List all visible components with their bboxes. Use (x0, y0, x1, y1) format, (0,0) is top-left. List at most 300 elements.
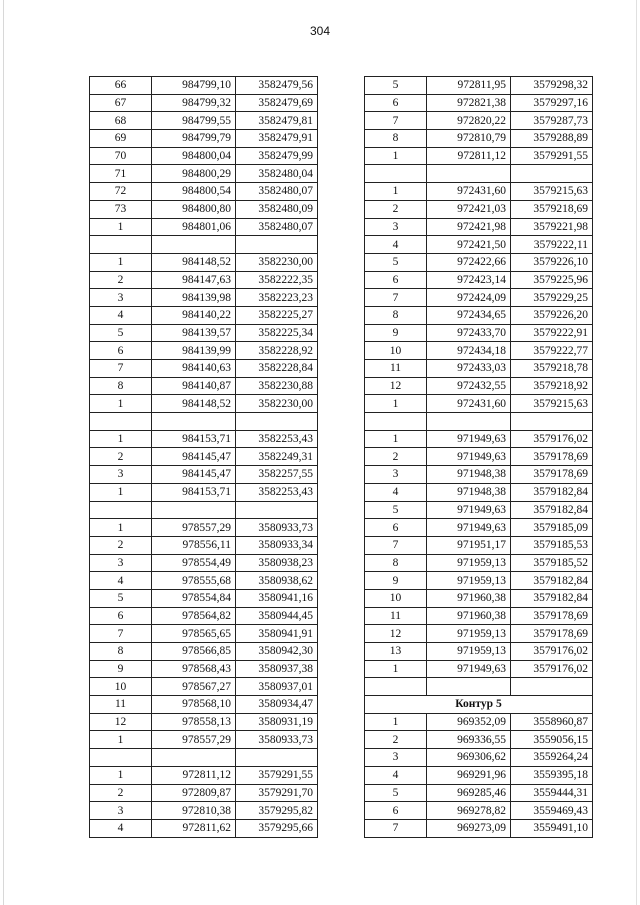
table-row (365, 536, 593, 554)
table-row (90, 802, 318, 820)
point-number-cell: 10 (365, 589, 427, 607)
point-number-cell: 7 (90, 360, 152, 378)
x-coordinate-cell: 984139,57 (152, 324, 236, 342)
table-row (365, 112, 593, 130)
x-coordinate-cell: 969278,82 (427, 802, 511, 820)
x-coordinate-cell: 972433,70 (427, 324, 511, 342)
point-number-cell: 5 (365, 784, 427, 802)
table-row (90, 713, 318, 731)
table-row (365, 324, 593, 342)
table-row (90, 112, 318, 130)
y-coordinate-cell: 3579176,02 (511, 660, 593, 678)
table-row (90, 536, 318, 554)
table-row (365, 289, 593, 307)
table-row (365, 483, 593, 501)
table-row (365, 200, 593, 218)
table-row (90, 696, 318, 714)
x-coordinate-cell: 971960,38 (427, 607, 511, 625)
point-number-cell: 2 (365, 200, 427, 218)
y-coordinate-cell: 3579291,55 (511, 147, 593, 165)
table-row (365, 554, 593, 572)
point-number-cell: 6 (365, 271, 427, 289)
table-row (365, 360, 593, 378)
y-coordinate-cell: 3579182,84 (511, 572, 593, 590)
x-coordinate-cell: 972821,38 (427, 94, 511, 112)
y-coordinate-cell: 3579226,10 (511, 253, 593, 271)
y-coordinate-cell: 3579291,55 (236, 766, 318, 784)
x-coordinate-cell: 972811,95 (427, 77, 511, 95)
table-row (365, 784, 593, 802)
y-coordinate-cell: 3582228,92 (236, 342, 318, 360)
x-coordinate-cell: 971949,63 (427, 519, 511, 537)
y-coordinate-cell: 3579182,84 (511, 589, 593, 607)
y-coordinate-cell: 3579291,70 (236, 784, 318, 802)
table-row (90, 236, 318, 254)
y-coordinate-cell: 3580938,23 (236, 554, 318, 572)
y-coordinate-cell: 3559395,18 (511, 766, 593, 784)
x-coordinate-cell: 984800,54 (152, 183, 236, 201)
point-number-cell: 3 (365, 749, 427, 767)
y-coordinate-cell: 3579226,20 (511, 306, 593, 324)
y-coordinate-cell: 3580941,91 (236, 625, 318, 643)
x-coordinate-cell: 969336,55 (427, 731, 511, 749)
scan-edge-left (3, 0, 4, 905)
x-coordinate-cell (152, 236, 236, 254)
point-number-cell: 72 (90, 183, 152, 201)
x-coordinate-cell: 972810,38 (152, 802, 236, 820)
table-row (365, 819, 593, 837)
x-coordinate-cell: 971948,38 (427, 483, 511, 501)
point-number-cell: 3 (90, 289, 152, 307)
x-coordinate-cell: 984799,79 (152, 130, 236, 148)
x-coordinate-cell: 971959,13 (427, 643, 511, 661)
table-row (90, 448, 318, 466)
table-row (90, 625, 318, 643)
x-coordinate-cell: 972434,65 (427, 306, 511, 324)
y-coordinate-cell: 3582228,84 (236, 360, 318, 378)
x-coordinate-cell: 971960,38 (427, 589, 511, 607)
point-number-cell: 1 (365, 395, 427, 413)
x-coordinate-cell: 978558,13 (152, 713, 236, 731)
table-row (365, 607, 593, 625)
x-coordinate-cell: 984139,99 (152, 342, 236, 360)
x-coordinate-cell: 971959,13 (427, 554, 511, 572)
y-coordinate-cell: 3582479,56 (236, 77, 318, 95)
point-number-cell: 2 (90, 271, 152, 289)
x-coordinate-cell: 978564,82 (152, 607, 236, 625)
x-coordinate-cell: 984799,55 (152, 112, 236, 130)
point-number-cell: 7 (365, 536, 427, 554)
table-row (90, 271, 318, 289)
x-coordinate-cell: 984148,52 (152, 253, 236, 271)
point-number-cell: 69 (90, 130, 152, 148)
y-coordinate-cell: 3582479,81 (236, 112, 318, 130)
table-row (365, 430, 593, 448)
table-row (90, 395, 318, 413)
page-number: 304 (309, 24, 331, 38)
table-row (365, 660, 593, 678)
table-row (90, 342, 318, 360)
point-number-cell: 7 (365, 289, 427, 307)
x-coordinate-cell: 978556,11 (152, 536, 236, 554)
y-coordinate-cell: 3582253,43 (236, 483, 318, 501)
table-row (365, 271, 593, 289)
point-number-cell: 11 (90, 696, 152, 714)
y-coordinate-cell: 3582479,99 (236, 147, 318, 165)
y-coordinate-cell: 3582257,55 (236, 466, 318, 484)
y-coordinate-cell: 3579298,32 (511, 77, 593, 95)
table-row (90, 77, 318, 95)
y-coordinate-cell: 3580941,16 (236, 589, 318, 607)
point-number-cell: 4 (365, 766, 427, 784)
y-coordinate-cell: 3580937,01 (236, 678, 318, 696)
table-row (365, 130, 593, 148)
point-number-cell: 1 (90, 430, 152, 448)
table-row (365, 749, 593, 767)
x-coordinate-cell: 972421,50 (427, 236, 511, 254)
table-body-right (365, 77, 593, 838)
x-coordinate-cell: 971949,63 (427, 448, 511, 466)
y-coordinate-cell: 3559469,43 (511, 802, 593, 820)
table-row (90, 643, 318, 661)
point-number-cell: 67 (90, 94, 152, 112)
table-row (90, 253, 318, 271)
x-coordinate-cell: 984148,52 (152, 395, 236, 413)
table-row (90, 766, 318, 784)
point-number-cell: 8 (365, 554, 427, 572)
x-coordinate-cell: 972431,60 (427, 183, 511, 201)
y-coordinate-cell: 3582480,04 (236, 165, 318, 183)
table-row (365, 395, 593, 413)
table-row (365, 253, 593, 271)
table-row (90, 466, 318, 484)
y-coordinate-cell: 3582230,00 (236, 253, 318, 271)
y-coordinate-cell: 3579225,96 (511, 271, 593, 289)
point-number-cell: 2 (365, 448, 427, 466)
point-number-cell: 13 (365, 643, 427, 661)
point-number-cell: 1 (365, 713, 427, 731)
point-number-cell: 10 (365, 342, 427, 360)
y-coordinate-cell: 3579215,63 (511, 183, 593, 201)
table-row (365, 501, 593, 519)
y-coordinate-cell: 3580933,34 (236, 536, 318, 554)
point-number-cell: 9 (365, 324, 427, 342)
x-coordinate-cell: 978565,65 (152, 625, 236, 643)
point-number-cell: 5 (90, 589, 152, 607)
table-row (90, 289, 318, 307)
x-coordinate-cell: 971949,63 (427, 430, 511, 448)
x-coordinate-cell: 972423,14 (427, 271, 511, 289)
table-row (365, 236, 593, 254)
table-row (90, 749, 318, 767)
table-row (365, 802, 593, 820)
y-coordinate-cell: 3579222,77 (511, 342, 593, 360)
y-coordinate-cell (236, 413, 318, 431)
table-row (90, 377, 318, 395)
point-number-cell: 10 (90, 678, 152, 696)
table-row (365, 94, 593, 112)
table-row (365, 713, 593, 731)
x-coordinate-cell: 984800,29 (152, 165, 236, 183)
point-number-cell: 7 (365, 819, 427, 837)
table-row (365, 342, 593, 360)
point-number-cell: 3 (90, 466, 152, 484)
y-coordinate-cell: 3579178,69 (511, 607, 593, 625)
y-coordinate-cell (236, 501, 318, 519)
y-coordinate-cell: 3579182,84 (511, 483, 593, 501)
point-number-cell: 9 (90, 660, 152, 678)
y-coordinate-cell: 3580933,73 (236, 731, 318, 749)
point-number-cell: 66 (90, 77, 152, 95)
x-coordinate-cell: 971949,63 (427, 501, 511, 519)
table-row (365, 147, 593, 165)
point-number-cell (90, 236, 152, 254)
y-coordinate-cell: 3579178,69 (511, 625, 593, 643)
scan-edge-right (636, 0, 637, 905)
y-coordinate-cell: 3559444,31 (511, 784, 593, 802)
point-number-cell: 12 (365, 625, 427, 643)
point-number-cell: 5 (365, 501, 427, 519)
x-coordinate-cell: 972811,62 (152, 819, 236, 837)
point-number-cell: 8 (365, 130, 427, 148)
x-coordinate-cell: 984799,32 (152, 94, 236, 112)
y-coordinate-cell: 3579182,84 (511, 501, 593, 519)
table-row (365, 448, 593, 466)
x-coordinate-cell: 972422,66 (427, 253, 511, 271)
point-number-cell: 3 (90, 802, 152, 820)
x-coordinate-cell: 984145,47 (152, 466, 236, 484)
coordinates-table-left (89, 76, 318, 838)
y-coordinate-cell: 3559264,24 (511, 749, 593, 767)
y-coordinate-cell: 3579185,52 (511, 554, 593, 572)
point-number-cell: 1 (365, 183, 427, 201)
table-row (365, 625, 593, 643)
table-row (90, 589, 318, 607)
x-coordinate-cell: 984140,87 (152, 377, 236, 395)
point-number-cell: 70 (90, 147, 152, 165)
x-coordinate-cell: 972421,98 (427, 218, 511, 236)
x-coordinate-cell: 972433,03 (427, 360, 511, 378)
y-coordinate-cell: 3582479,91 (236, 130, 318, 148)
x-coordinate-cell: 971959,13 (427, 625, 511, 643)
table-row (365, 678, 593, 696)
y-coordinate-cell: 3582225,27 (236, 306, 318, 324)
y-coordinate-cell: 3579178,69 (511, 466, 593, 484)
x-coordinate-cell: 978568,43 (152, 660, 236, 678)
y-coordinate-cell: 3580942,30 (236, 643, 318, 661)
contour-header: Контур 5 (365, 696, 593, 714)
table-row (365, 643, 593, 661)
x-coordinate-cell: 978557,29 (152, 731, 236, 749)
table-row (90, 324, 318, 342)
y-coordinate-cell: 3582225,34 (236, 324, 318, 342)
x-coordinate-cell (152, 413, 236, 431)
x-coordinate-cell (152, 749, 236, 767)
y-coordinate-cell: 3579185,09 (511, 519, 593, 537)
y-coordinate-cell: 3558960,87 (511, 713, 593, 731)
point-number-cell: 68 (90, 112, 152, 130)
point-number-cell: 7 (90, 625, 152, 643)
y-coordinate-cell (236, 236, 318, 254)
point-number-cell: 71 (90, 165, 152, 183)
x-coordinate-cell: 969291,96 (427, 766, 511, 784)
table-row (90, 607, 318, 625)
y-coordinate-cell: 3582230,00 (236, 395, 318, 413)
point-number-cell: 1 (90, 731, 152, 749)
table-row (90, 218, 318, 236)
table-row (90, 501, 318, 519)
y-coordinate-cell: 3579221,98 (511, 218, 593, 236)
y-coordinate-cell: 3579215,63 (511, 395, 593, 413)
table-row (365, 218, 593, 236)
table-row (365, 183, 593, 201)
x-coordinate-cell: 971949,63 (427, 660, 511, 678)
table-row (90, 306, 318, 324)
point-number-cell: 1 (90, 483, 152, 501)
y-coordinate-cell: 3579297,16 (511, 94, 593, 112)
point-number-cell: 3 (365, 466, 427, 484)
x-coordinate-cell (427, 165, 511, 183)
y-coordinate-cell: 3580934,47 (236, 696, 318, 714)
point-number-cell (365, 678, 427, 696)
point-number-cell: 8 (90, 643, 152, 661)
table-row (365, 165, 593, 183)
point-number-cell (365, 165, 427, 183)
y-coordinate-cell (511, 165, 593, 183)
x-coordinate-cell: 978554,84 (152, 589, 236, 607)
x-coordinate-cell: 984800,80 (152, 200, 236, 218)
table-row (365, 466, 593, 484)
x-coordinate-cell: 984153,71 (152, 430, 236, 448)
table-row (90, 94, 318, 112)
table-row (365, 731, 593, 749)
point-number-cell: 9 (365, 572, 427, 590)
table-row (90, 130, 318, 148)
y-coordinate-cell: 3559056,15 (511, 731, 593, 749)
x-coordinate-cell: 984153,71 (152, 483, 236, 501)
table-row (90, 678, 318, 696)
x-coordinate-cell: 972432,55 (427, 377, 511, 395)
table-row (90, 183, 318, 201)
table-row (90, 519, 318, 537)
x-coordinate-cell: 972809,87 (152, 784, 236, 802)
point-number-cell: 8 (90, 377, 152, 395)
table-row (90, 165, 318, 183)
y-coordinate-cell: 3582249,31 (236, 448, 318, 466)
table-row (90, 784, 318, 802)
x-coordinate-cell: 978567,27 (152, 678, 236, 696)
table-row (90, 660, 318, 678)
y-coordinate-cell: 3579222,91 (511, 324, 593, 342)
y-coordinate-cell (511, 413, 593, 431)
point-number-cell: 2 (90, 448, 152, 466)
table-row (365, 413, 593, 431)
x-coordinate-cell: 972820,22 (427, 112, 511, 130)
table-row (90, 413, 318, 431)
x-coordinate-cell: 984147,63 (152, 271, 236, 289)
point-number-cell: 7 (365, 112, 427, 130)
y-coordinate-cell: 3579176,02 (511, 643, 593, 661)
y-coordinate-cell: 3579295,66 (236, 819, 318, 837)
table-row (90, 200, 318, 218)
point-number-cell: 73 (90, 200, 152, 218)
table-row (90, 572, 318, 590)
x-coordinate-cell: 969285,46 (427, 784, 511, 802)
point-number-cell: 6 (90, 342, 152, 360)
y-coordinate-cell: 3579218,69 (511, 200, 593, 218)
x-coordinate-cell: 984800,04 (152, 147, 236, 165)
y-coordinate-cell: 3579288,89 (511, 130, 593, 148)
x-coordinate-cell: 978566,85 (152, 643, 236, 661)
x-coordinate-cell (427, 678, 511, 696)
point-number-cell: 4 (365, 236, 427, 254)
table-row (365, 306, 593, 324)
point-number-cell: 2 (90, 784, 152, 802)
table-row (90, 430, 318, 448)
y-coordinate-cell: 3582480,09 (236, 200, 318, 218)
table-row (90, 360, 318, 378)
y-coordinate-cell (236, 749, 318, 767)
y-coordinate-cell: 3582480,07 (236, 183, 318, 201)
point-number-cell (90, 413, 152, 431)
y-coordinate-cell: 3582223,23 (236, 289, 318, 307)
point-number-cell (365, 413, 427, 431)
y-coordinate-cell (511, 678, 593, 696)
table-row (90, 731, 318, 749)
point-number-cell: 11 (365, 360, 427, 378)
point-number-cell: 6 (365, 519, 427, 537)
x-coordinate-cell: 972434,18 (427, 342, 511, 360)
table-row (365, 572, 593, 590)
table-body-left (90, 77, 318, 838)
point-number-cell: 2 (365, 731, 427, 749)
point-number-cell: 6 (365, 94, 427, 112)
y-coordinate-cell: 3579222,11 (511, 236, 593, 254)
point-number-cell: 4 (90, 819, 152, 837)
point-number-cell: 1 (90, 253, 152, 271)
x-coordinate-cell: 971948,38 (427, 466, 511, 484)
point-number-cell: 1 (365, 147, 427, 165)
y-coordinate-cell: 3579287,73 (511, 112, 593, 130)
point-number-cell: 6 (365, 802, 427, 820)
x-coordinate-cell: 978555,68 (152, 572, 236, 590)
point-number-cell: 5 (365, 253, 427, 271)
y-coordinate-cell: 3582479,69 (236, 94, 318, 112)
y-coordinate-cell: 3579229,25 (511, 289, 593, 307)
table-row (365, 77, 593, 95)
y-coordinate-cell: 3580944,45 (236, 607, 318, 625)
y-coordinate-cell: 3559491,10 (511, 819, 593, 837)
point-number-cell: 12 (365, 377, 427, 395)
point-number-cell: 6 (90, 607, 152, 625)
x-coordinate-cell: 978568,10 (152, 696, 236, 714)
x-coordinate-cell: 984799,10 (152, 77, 236, 95)
y-coordinate-cell: 3579185,53 (511, 536, 593, 554)
point-number-cell: 3 (365, 218, 427, 236)
x-coordinate-cell: 972431,60 (427, 395, 511, 413)
table-row (90, 147, 318, 165)
point-number-cell: 4 (365, 483, 427, 501)
y-coordinate-cell: 3579218,78 (511, 360, 593, 378)
point-number-cell: 1 (90, 218, 152, 236)
y-coordinate-cell: 3582480,07 (236, 218, 318, 236)
y-coordinate-cell: 3580931,19 (236, 713, 318, 731)
coordinates-table-right (364, 76, 593, 838)
table-row (90, 483, 318, 501)
point-number-cell: 11 (365, 607, 427, 625)
x-coordinate-cell: 972424,09 (427, 289, 511, 307)
x-coordinate-cell: 969306,62 (427, 749, 511, 767)
